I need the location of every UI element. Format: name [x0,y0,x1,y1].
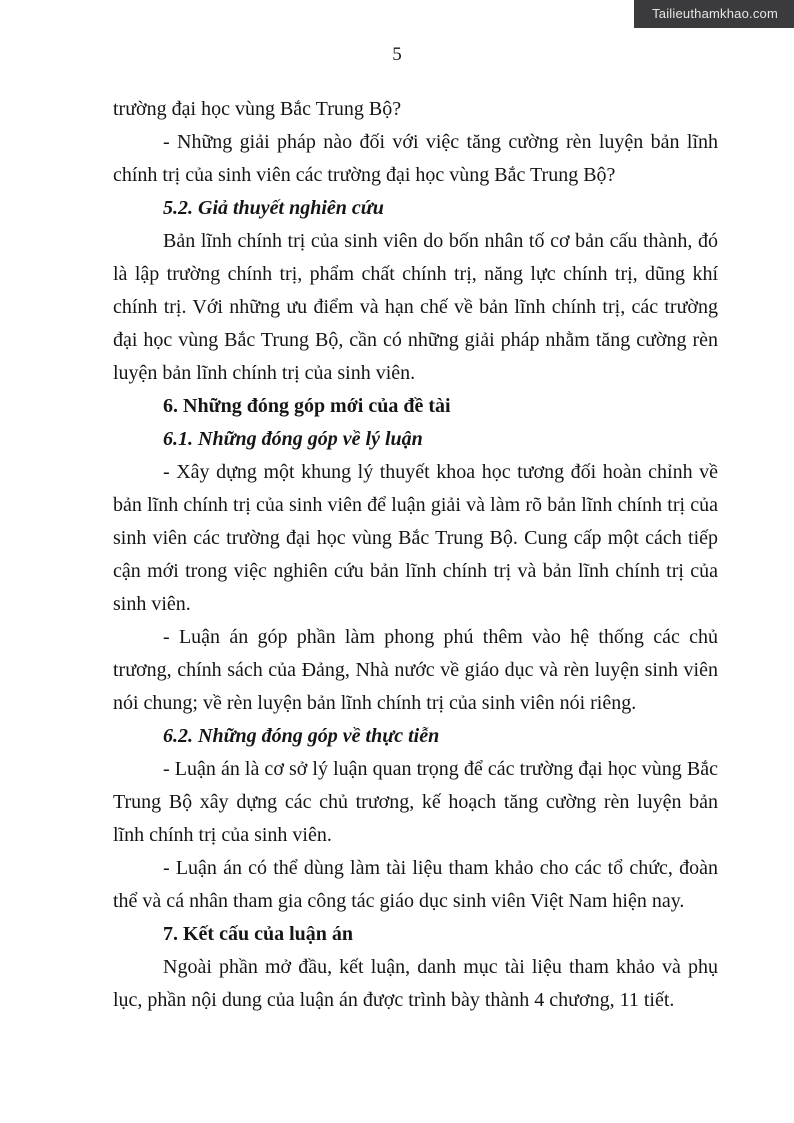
heading-7: 7. Kết cấu của luận án [163,923,354,945]
paragraph-hypothesis: Bản lĩnh chính trị của sinh viên do bốn nhân tố cơ bản cấu thành, đó là lập trường chính trị, phẩm chất chính trị, năng lực chính trị, dũng khí chính trị. Với những ưu điểm và hạn chế về bản lĩnh chính trị, các trường đại học vùng Bắc Trung Bộ, cần có những giải pháp nhằm tăng cường rèn luyện bản lĩnh chính trị của sinh viên. [113,230,718,384]
document-body [113,93,718,1017]
page-number: 5 [392,44,402,65]
paragraph-question: - Những giải pháp nào đối với việc tăng cường rèn luyện bản lĩnh chính trị của sinh viên các trường đại học vùng Bắc Trung Bộ? [113,131,718,186]
paragraph-continuation: trường đại học vùng Bắc Trung Bộ? [113,98,402,120]
watermark-badge [634,0,794,28]
heading-6-1: 6.1. Những đóng góp về lý luận [163,428,423,450]
heading-5-2: 5.2. Giả thuyết nghiên cứu [163,197,384,219]
heading-6-2: 6.2. Những đóng góp về thực tiễn [163,725,440,747]
paragraph-contribution-practice-2: - Luận án có thể dùng làm tài liệu tham khảo cho các tổ chức, đoàn thể và cá nhân tham gia công tác giáo dục sinh viên Việt Nam hiện nay. [113,857,718,912]
paragraph-contribution-theory-1: - Xây dựng một khung lý thuyết khoa học tương đối hoàn chỉnh về bản lĩnh chính trị của sinh viên để luận giải và làm rõ bản lĩnh chính trị của sinh viên các trường đại học vùng Bắc Trung Bộ. Cung cấp một cách tiếp cận mới trong việc nghiên cứu bản lĩnh chính trị và bản lĩnh chính trị của sinh viên. [113,461,718,615]
paragraph-structure: Ngoài phần mở đầu, kết luận, danh mục tài liệu tham khảo và phụ lục, phần nội dung của luận án được trình bày thành 4 chương, 11 tiết. [113,956,718,1011]
paragraph-contribution-practice-1: - Luận án là cơ sở lý luận quan trọng để các trường đại học vùng Bắc Trung Bộ xây dựng các chủ trương, kế hoạch tăng cường rèn luyện bản lĩnh chính trị của sinh viên. [113,758,718,846]
watermark-text: Tailieuthamkhao.com [652,6,778,21]
heading-6: 6. Những đóng góp mới của đề tài [163,395,451,417]
paragraph-contribution-theory-2: - Luận án góp phần làm phong phú thêm vào hệ thống các chủ trương, chính sách của Đảng, Nhà nước về giáo dục và rèn luyện sinh viên nói chung; về rèn luyện bản lĩnh chính trị của sinh viên nói riêng. [113,626,718,714]
